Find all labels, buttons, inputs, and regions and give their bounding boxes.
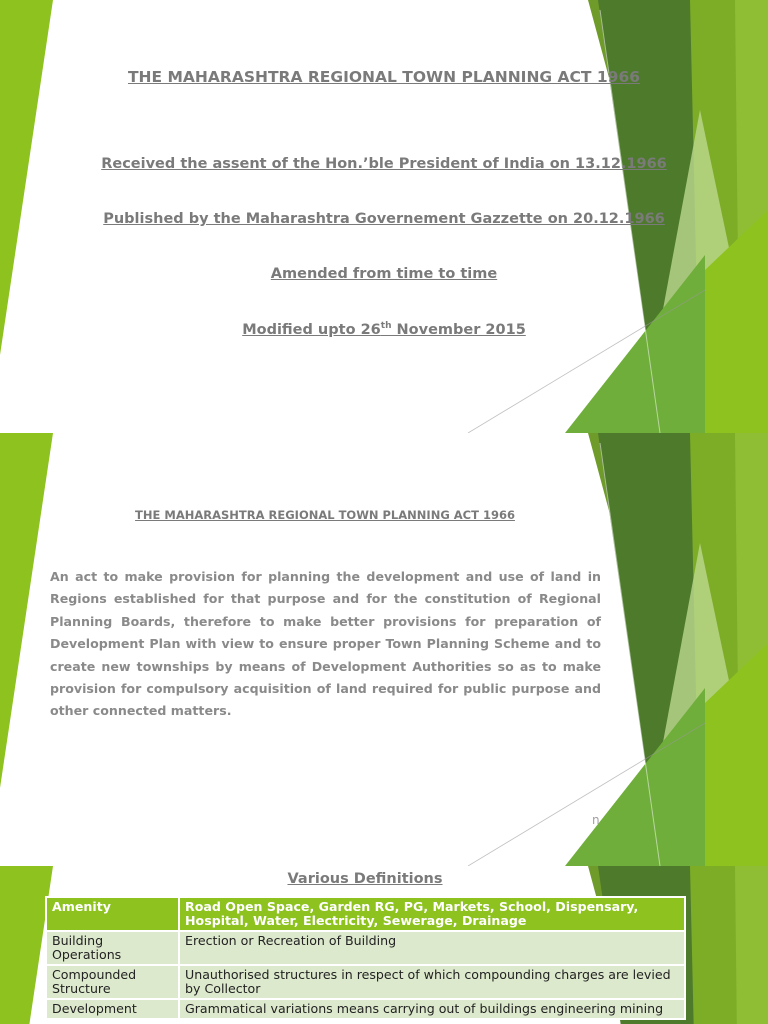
amended-line: Amended from time to time bbox=[270, 266, 498, 282]
modified-suffix: November 2015 bbox=[391, 321, 526, 338]
term-cell: Development bbox=[46, 999, 179, 1019]
modified-prefix: Modified upto 26 bbox=[242, 321, 381, 338]
term-cell: Amenity bbox=[46, 897, 179, 931]
term-cell: Building Operations bbox=[46, 931, 179, 965]
slide-2 bbox=[0, 433, 768, 866]
definitions-table bbox=[45, 896, 686, 1020]
modified-line bbox=[0, 321, 768, 338]
table-row bbox=[46, 931, 685, 965]
slide-title: THE MAHARASHTRA REGIONAL TOWN PLANNING ACT 1966 bbox=[135, 508, 515, 522]
table-row bbox=[46, 965, 685, 999]
definition-cell: Road Open Space, Garden RG, PG, Markets, School, Dispensary, Hospital, Water, Electricity, Sewerage, Drainage bbox=[179, 897, 685, 931]
definition-cell: Unauthorised structures in respect of which compounding charges are levied by Collector bbox=[179, 965, 685, 999]
definition-cell: Grammatical variations means carrying out of buildings engineering mining bbox=[179, 999, 685, 1019]
slide-3 bbox=[0, 866, 768, 1024]
modified-superscript: th bbox=[380, 321, 392, 331]
published-line: Published by the Maharashtra Governement Gazzette on 20.12.1966 bbox=[103, 211, 665, 227]
definition-cell: Erection or Recreation of Building bbox=[179, 931, 685, 965]
table-row bbox=[46, 999, 685, 1019]
assent-line: Received the assent of the Hon.’ble President of India on 13.12.1966 bbox=[101, 156, 667, 172]
term-cell: Compounded Structure bbox=[46, 965, 179, 999]
slide-title: THE MAHARASHTRA REGIONAL TOWN PLANNING ACT 1966 bbox=[127, 68, 641, 86]
text-fragment: n bbox=[592, 813, 600, 827]
slide-1 bbox=[0, 0, 768, 433]
slide-title: Various Definitions bbox=[287, 871, 443, 887]
act-description: An act to make provision for planning the development and use of land in Regions established for that purpose and for the constitution of Regional Planning Boards, therefore to make better provisions for preparation of Development Plan with view to ensure proper Town Planning Scheme and to create new townships by means of Development Authorities so as to make provision for compulsory acquisition of land required for public purpose and other connected matters. bbox=[50, 569, 601, 719]
table-row bbox=[46, 897, 685, 931]
